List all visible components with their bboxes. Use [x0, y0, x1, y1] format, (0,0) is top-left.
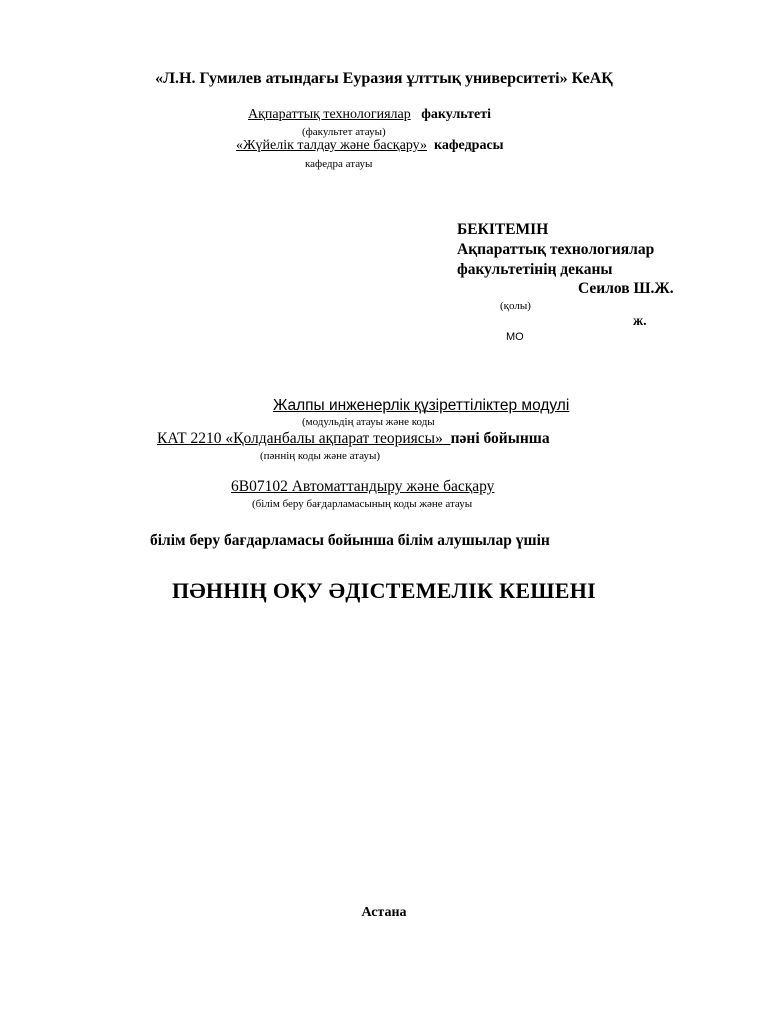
program-caption: (білім беру бағдарламасының коды және атауы	[252, 498, 473, 510]
approval-line2: факультетінің деканы	[457, 261, 613, 278]
faculty-line	[248, 107, 491, 123]
discipline-caption: (пәннің коды және атауы)	[260, 450, 381, 462]
university-name: «Л.Н. Гумилев атындағы Еуразия ұлттық университеті» КеАҚ	[155, 70, 613, 87]
signature-caption: (қолы)	[500, 300, 531, 312]
department-caption: кафедра атауы	[305, 158, 373, 170]
approval-line1: Ақпараттық технологиялар	[457, 241, 655, 258]
department-line	[236, 138, 504, 154]
faculty-suffix: факультеті	[421, 107, 492, 122]
department-name: «Жүйелік талдау және басқару»	[236, 138, 427, 153]
for-students: білім беру бағдарламасы бойынша білім алушылар үшін	[150, 532, 550, 549]
dean-name: Сеилов Ш.Ж.	[578, 280, 674, 297]
approval-heading: БЕКІТЕМІН	[457, 221, 549, 238]
discipline-name: КАТ 2210 «Қолданбалы ақпарат теориясы»	[157, 430, 443, 447]
seal-label: МО	[506, 331, 524, 343]
program-name: 6В07102 Автоматтандыру және басқару	[231, 478, 495, 495]
module-name: Жалпы инженерлік құзіреттіліктер модулі	[273, 397, 570, 414]
discipline-line	[157, 430, 550, 448]
department-suffix: кафедрасы	[434, 138, 504, 153]
faculty-caption: (факультет атауы)	[302, 126, 386, 138]
module-line	[168, 397, 569, 415]
year-suffix: ж.	[633, 314, 647, 329]
document-title: ПӘННІҢ ОҚУ ӘДІСТЕМЕЛІК КЕШЕНІ	[171, 578, 597, 603]
module-caption: (модульдің атауы және коды	[302, 416, 435, 428]
discipline-suffix: пәні бойынша	[450, 430, 550, 447]
faculty-name: Ақпараттық технологиялар	[248, 107, 411, 122]
city: Астана	[361, 905, 407, 920]
